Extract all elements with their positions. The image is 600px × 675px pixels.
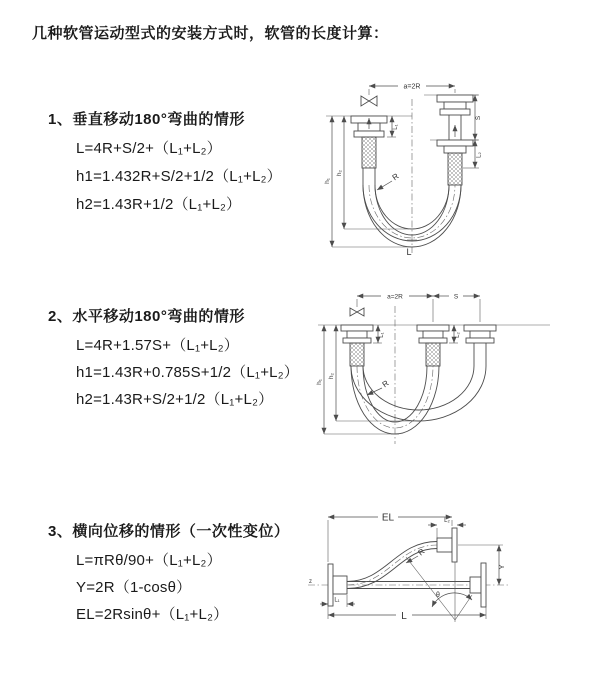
section-1-formula-L: L=4R+S/2+（L₁+L₂） [76, 140, 222, 157]
page-title: 几种软管运动型式的安装方式时，软管的长度计算： [32, 25, 389, 42]
dim-label-y: Y [497, 564, 506, 570]
dim-label-el: EL [381, 512, 395, 524]
dim-label-l2: L₂ [476, 152, 483, 158]
dimension-l1 [373, 325, 385, 343]
dim-label-l1: L₁ [393, 124, 399, 130]
section-2-formula-h2: h2=1.43R+S/2+1/2（L₁+L₂） [76, 391, 274, 408]
dim-label-r: R [416, 546, 427, 558]
section-1-formula-h2: h2=1.43R+1/2（L₁+L₂） [76, 196, 242, 213]
dim-label-l2: L₂ [444, 518, 450, 524]
moved-flange [464, 325, 496, 366]
dimension-s [473, 95, 482, 140]
vertical-180-bend-drawing [312, 73, 592, 259]
displaced-hose [347, 528, 457, 589]
lateral-displacement-drawing [300, 500, 600, 650]
dim-label-r: R [390, 171, 401, 183]
angle-theta [406, 557, 472, 622]
dim-label-l: L [401, 611, 407, 622]
section-3-formula-L: L=πRθ/90+（L₁+L₂） [76, 552, 222, 569]
section-2-heading: 2、水平移动180°弯曲的情形 [48, 308, 245, 325]
section-2-formula-L: L=4R+1.57S+（L₁+L₂） [76, 337, 239, 354]
centerline-mark: z [309, 579, 312, 585]
hose-loop-position2 [351, 366, 486, 421]
section-1-formula-h1: h1=1.432R+S/2+1/2（L₁+L₂） [76, 168, 282, 185]
centerline [391, 306, 399, 444]
dimension-el [328, 513, 452, 563]
dimension-l1 [320, 595, 355, 607]
dim-label-l1: L₁ [334, 597, 340, 604]
dimension-a2r [369, 84, 455, 96]
radius-leader [367, 378, 391, 395]
dimension-a2r [357, 294, 433, 301]
dim-label-r: R [380, 378, 391, 390]
left-flange [341, 325, 373, 366]
radius-leader [377, 171, 401, 190]
dim-label-l2: L₂ [455, 332, 461, 338]
dim-label-theta: θ [436, 592, 440, 599]
dimension-l2 [449, 325, 461, 343]
section-3-heading: 3、横向位移的情形（一次性变位） [48, 523, 290, 540]
center-flange [417, 325, 449, 366]
valve-icon [361, 96, 377, 106]
dimension-s [433, 294, 480, 301]
dimension-l2 [428, 518, 466, 538]
centerline [407, 99, 417, 253]
dim-label-l: L [406, 247, 412, 257]
dim-label-a2r: a=2R [403, 83, 421, 91]
section-2-formula-h1: h1=1.43R+0.785S+1/2（L₁+L₂） [76, 364, 299, 381]
dim-label-s: S [453, 293, 459, 301]
dimension-l [328, 606, 486, 622]
dim-label-h2: h₂ [328, 372, 335, 380]
section-3-formula-EL: EL=2Rsinθ+（L₁+L₂） [76, 606, 229, 623]
valve-icon [350, 308, 364, 316]
right-pipe-assembly [424, 95, 478, 185]
dimension-l1 [387, 116, 399, 137]
horizontal-180-bend-drawing [310, 282, 600, 457]
dim-label-h1: h₁ [324, 178, 331, 184]
dim-label-h1: h₁ [316, 379, 323, 385]
dim-label-h2: h₂ [336, 169, 343, 177]
section-1-heading: 1、垂直移动180°弯曲的情形 [48, 111, 245, 128]
dim-label-s: S [475, 115, 482, 121]
section-3-formula-Y: Y=2R（1-cosθ） [76, 579, 192, 596]
dim-label-l1: L₁ [379, 332, 385, 338]
dim-label-a2r: a=2R [387, 293, 403, 301]
